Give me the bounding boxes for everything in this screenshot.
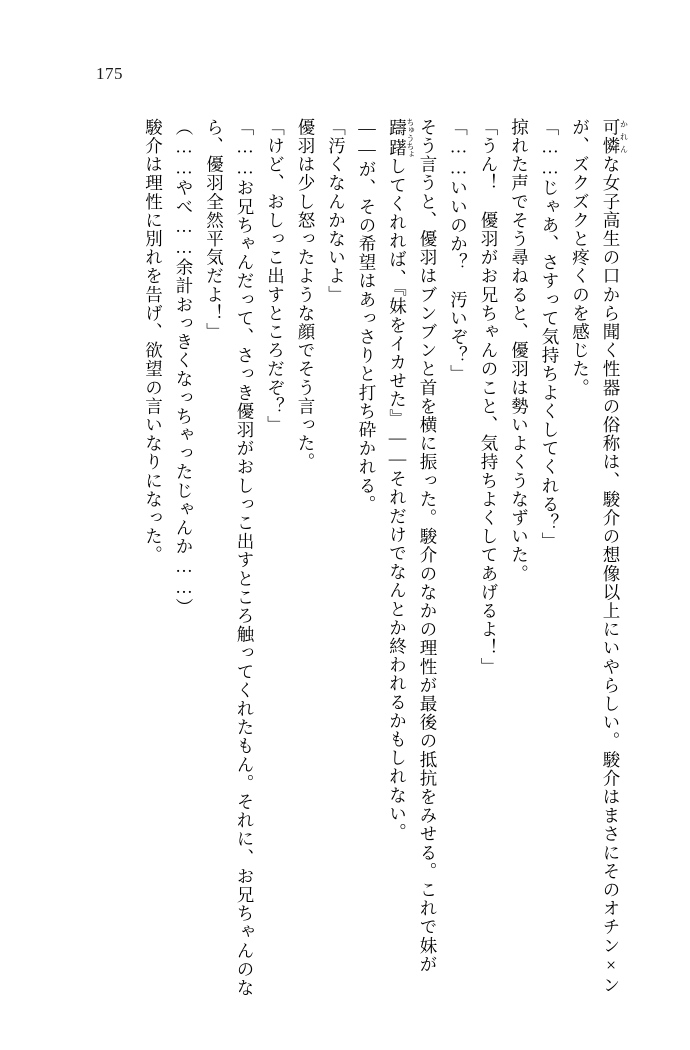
paragraph-text: 「汚くなんかないよ」	[326, 118, 347, 304]
paragraph	[260, 118, 291, 998]
paragraph-text: 「……お兄ちゃんだって、さっき優羽がおしっこ出すところ触ってくれたもん。それに、お兄ちゃんのなら、優羽全然平気だよ！」	[204, 118, 255, 998]
page-number: 175	[96, 64, 123, 83]
paragraph	[382, 118, 443, 998]
paragraph-text-cont: してくれれば、『妹をイカせた』——それだけでなんとか終われるかもしれない。	[387, 157, 408, 842]
paragraph	[504, 118, 535, 998]
paragraph	[138, 118, 169, 998]
paragraph-text: ——が、その希望はあっさりと打ち砕かれる。	[357, 118, 377, 514]
ruby-reading: かれん	[619, 118, 629, 156]
paragraph-text: 「……いいのか？ 汚いぞ？」	[448, 118, 469, 384]
paragraph-text: そう言うと、優羽はブンブンと首を横に振った。駿介のなかの理性が最後の抵抗をみせる。これで妹が	[418, 118, 438, 974]
paragraph	[535, 118, 566, 998]
page-body-text	[62, 118, 628, 998]
paragraph	[352, 118, 383, 998]
paragraph-text: な女子高生の口から聞く性器の俗称は、駿介の想像以上にいやらしい。駿介はまさにそのオチン×ンが、ズクズクと疼くのを感じた。	[570, 118, 621, 995]
paragraph-text: 「けど、おしっこ出すところだぞ？」	[265, 118, 286, 435]
paragraph-text: （……やべ……余計おっきくなっちゃったじゃんか……）	[174, 118, 194, 617]
paragraph-text: 「うん！ 優羽がお兄ちゃんのこと、気持ちよくしてあげるよ！」	[479, 118, 499, 676]
paragraph	[321, 118, 352, 998]
paragraph-text: 駿介は理性に別れを告げ、欲望の言いなりになった。	[143, 118, 164, 565]
paragraph	[291, 118, 322, 998]
ruby-kanji-karen: 可憐かれん	[601, 118, 629, 156]
paragraph-text: 優羽は少し怒ったような顔でそう言った。	[296, 118, 316, 472]
ruby-kanji-chuucho: 躊躇ちゅうちょ	[387, 118, 415, 158]
paragraph-text: 掠れた声でそう尋ねると、優羽は勢いよくうなずいた。	[509, 118, 530, 583]
paragraph-text: 「……じゃあ、さすって気持ちよくしてくれる？」	[540, 118, 560, 551]
paragraph	[169, 118, 200, 998]
paragraph	[565, 118, 628, 998]
paragraph	[199, 118, 260, 998]
paragraph	[443, 118, 474, 998]
ruby-reading: ちゅうちょ	[406, 118, 415, 158]
paragraph	[474, 118, 505, 998]
